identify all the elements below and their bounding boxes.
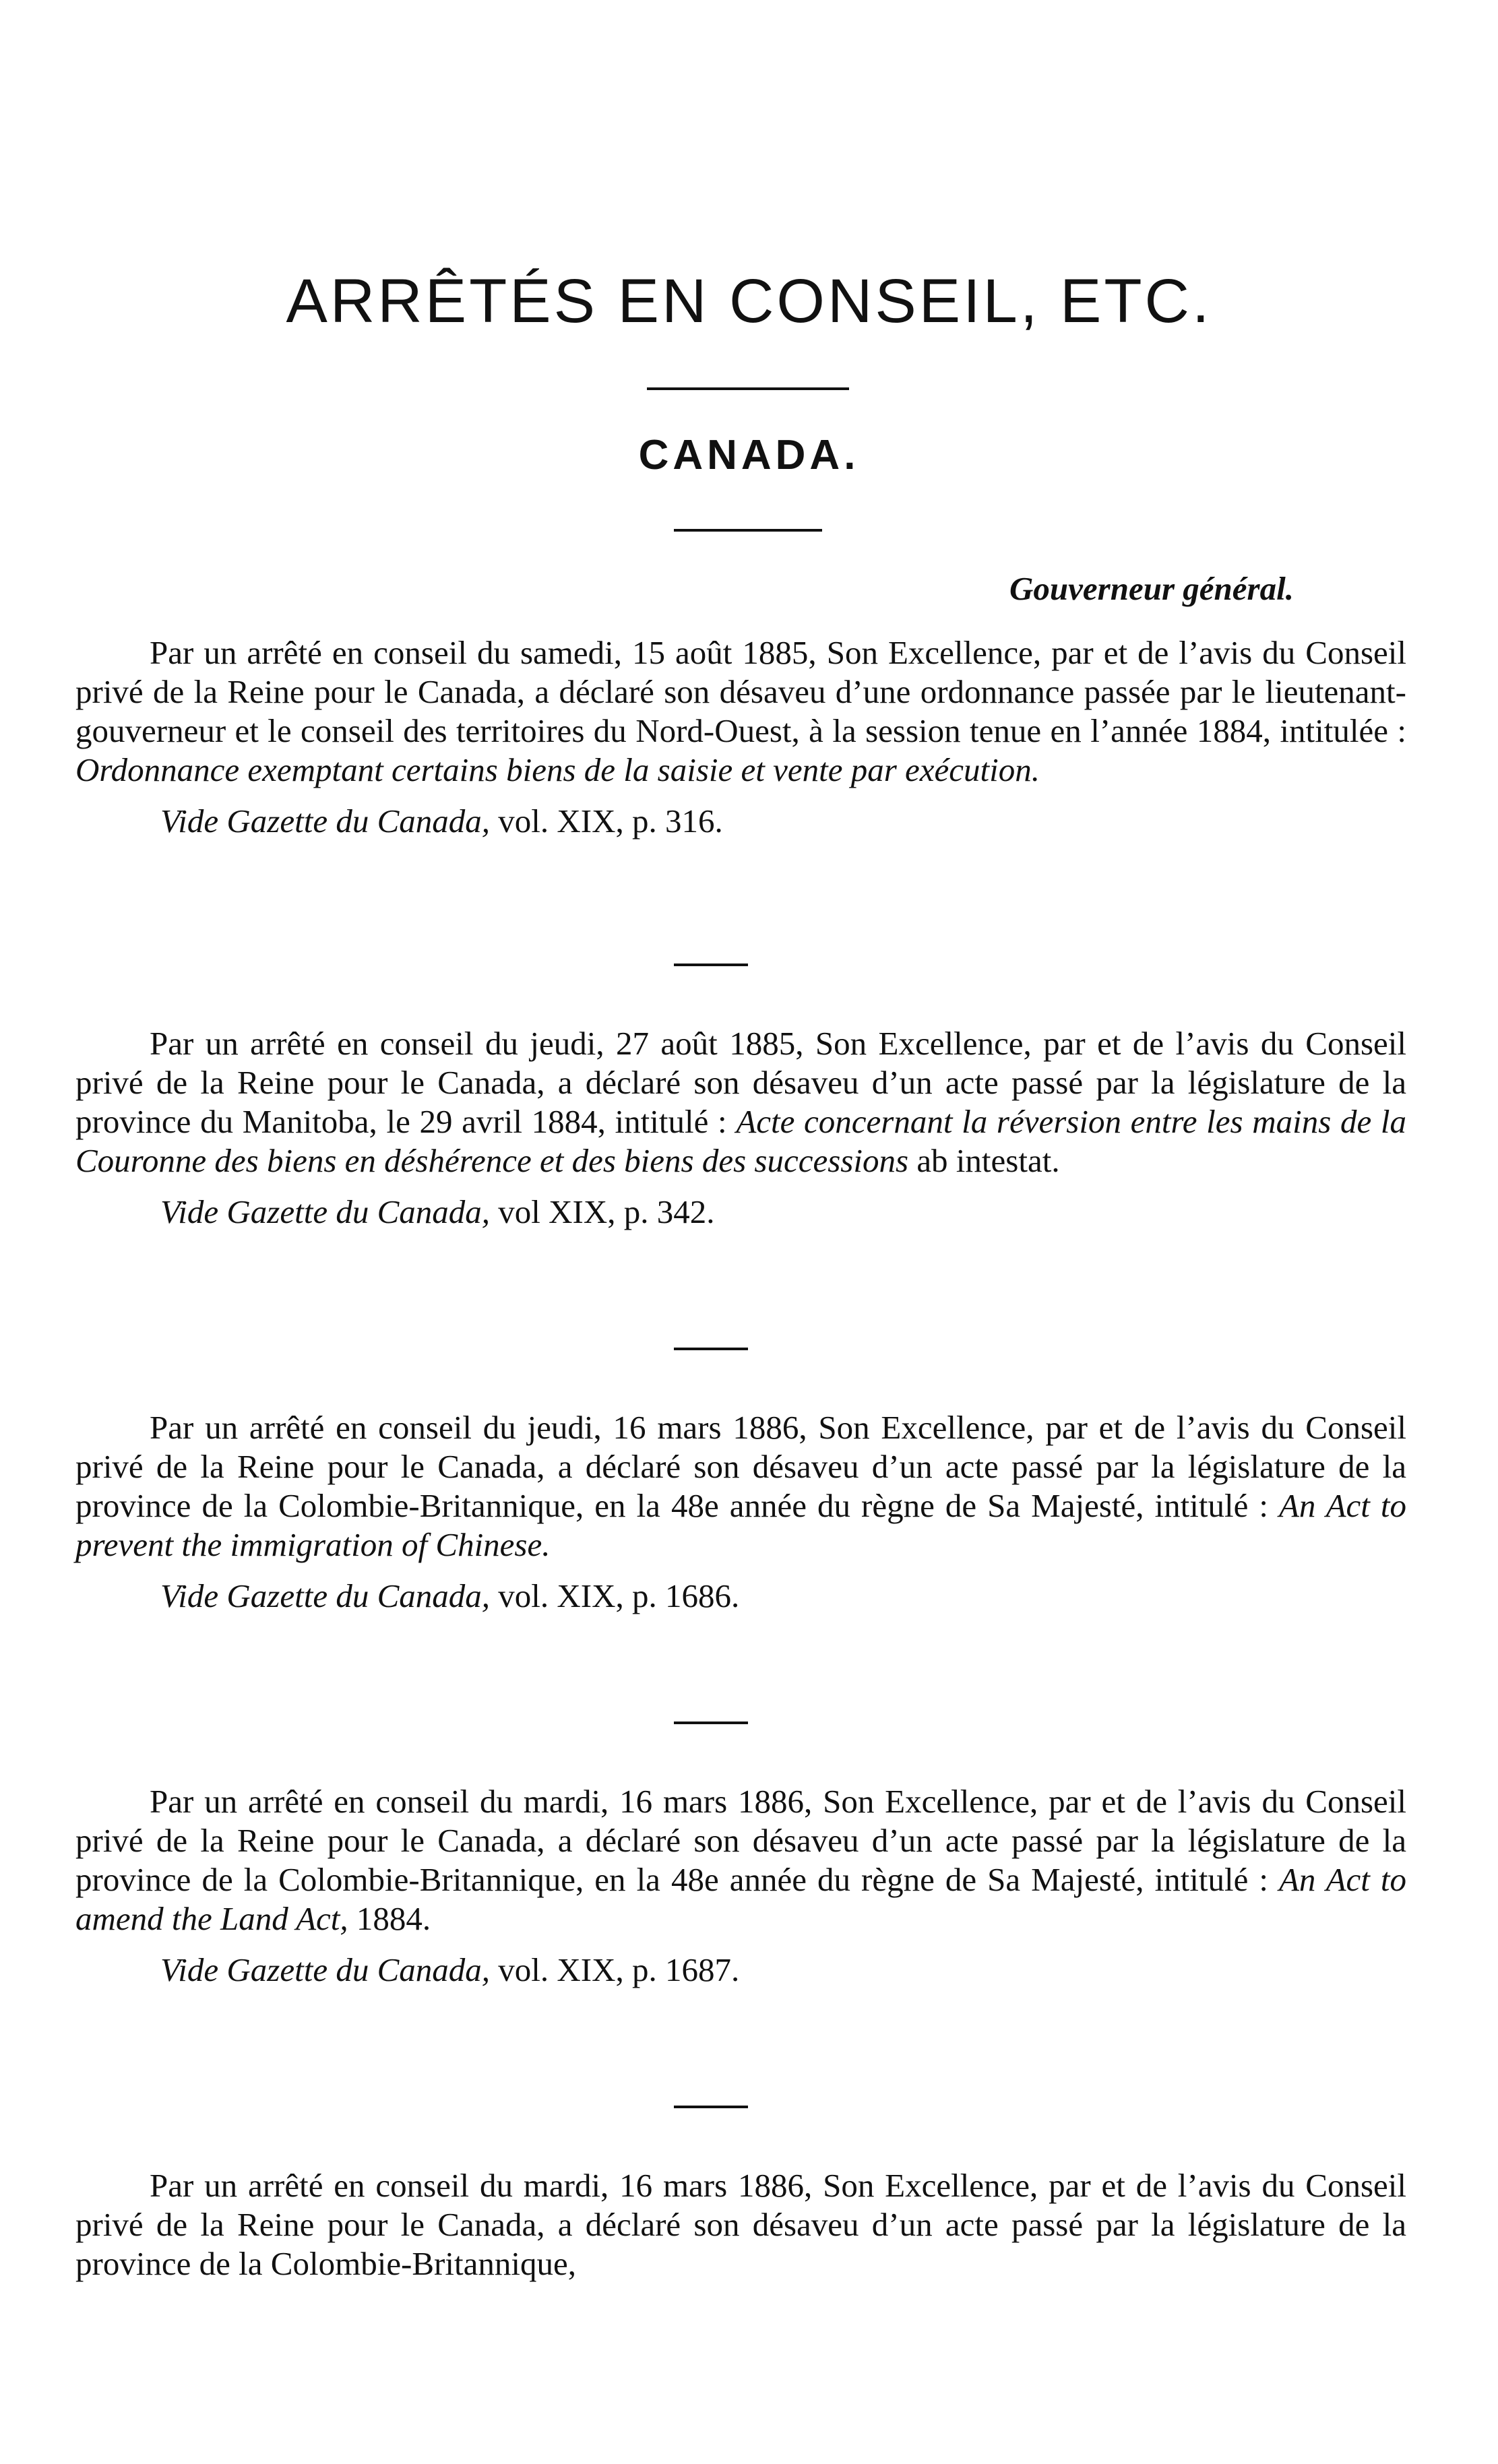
act-title: Acte concernant la réversion entre les mains de la Couronne des biens en déshérence et des biens des successions — [75, 1103, 1407, 1179]
entry-text: Par un arrêté en conseil du samedi, 15 août 1885, Son Excellence, par et de l’avis du Conseil privé de la Reine pour le Canada, a déclaré son désaveu d’une ordonnance passée par le lieutenant-gouverneur et le conseil des territoires du Nord-Ouest, à la session tenue en l’année 1884, intitulée : — [75, 634, 1406, 749]
entry-paragraph — [75, 1782, 1406, 1938]
gazette-reference — [75, 802, 1406, 841]
gazette-name: Vide Gazette du Canada, — [160, 802, 491, 840]
gazette-reference — [75, 1577, 1406, 1616]
section-separator — [674, 1721, 748, 1724]
entry-text: Par un arrêté en conseil du jeudi, 27 août 1885, Son Excellence, par et de l’avis du Conseil privé de la Reine pour le Canada, a déclaré son désaveu d’un acte passé par la législature de la province du Manitoba, le 29 avril 1884, intitulé : — [75, 1025, 1406, 1140]
entry-paragraph — [75, 1024, 1406, 1180]
gazette-volume: vol. XIX, p. 316. — [490, 802, 723, 840]
gazette-name: Vide Gazette du Canada, — [160, 1193, 491, 1230]
entry-paragraph — [75, 2166, 1406, 2283]
section-separator — [674, 1348, 748, 1350]
gazette-name: Vide Gazette du Canada, — [160, 1951, 491, 1988]
entry-paragraph — [75, 1408, 1406, 1565]
section-separator — [674, 964, 748, 966]
act-title: An Act to prevent the immigration of Chinese. — [75, 1487, 1406, 1563]
page-title: ARRÊTÉS EN CONSEIL, ETC. — [286, 267, 1212, 336]
order-entry — [75, 2166, 1406, 2283]
gazette-volume: vol. XIX, p. 1686. — [490, 1577, 740, 1614]
subtitle-rule — [674, 529, 822, 532]
entry-text: Par un arrêté en conseil du mardi, 16 mars 1886, Son Excellence, par et de l’avis du Conseil privé de la Reine pour le Canada, a déclaré son désaveu d’un acte passé par la législature de la province de la Colombie-Britannique, — [75, 2167, 1406, 2282]
act-title: An Act to amend the Land Act, — [75, 1861, 1406, 1937]
title-rule — [647, 387, 849, 390]
order-entry — [75, 1024, 1406, 1232]
gazette-volume: vol. XIX, p. 1687. — [490, 1951, 740, 1988]
section-separator — [674, 2106, 748, 2108]
gazette-name: Vide Gazette du Canada, — [160, 1577, 491, 1614]
gazette-reference — [75, 1951, 1406, 1990]
page-subtitle: CANADA. — [638, 432, 860, 478]
act-title: Ordonnance exemptant certains biens de la saisie et vente par exécution. — [75, 751, 1040, 788]
order-entry — [75, 1408, 1406, 1616]
order-entry — [75, 1782, 1406, 1990]
act-suffix: 1884. — [348, 1900, 431, 1937]
section-heading: Gouverneur général. — [1009, 570, 1294, 607]
entry-text: Par un arrêté en conseil du mardi, 16 mars 1886, Son Excellence, par et de l’avis du Conseil privé de la Reine pour le Canada, a déclaré son désaveu d’un acte passé par la législature de la province de la Colombie-Britannique, en la 48e année du règne de Sa Majesté, intitulé : — [75, 1783, 1406, 1898]
entry-text: Par un arrêté en conseil du jeudi, 16 mars 1886, Son Excellence, par et de l’avis du Conseil privé de la Reine pour le Canada, a déclaré son désaveu d’un acte passé par la législature de la province de la Colombie-Britannique, en la 48e année du règne de Sa Majesté, intitulé : — [75, 1409, 1406, 1524]
act-suffix: ab intestat. — [908, 1142, 1060, 1179]
entry-paragraph — [75, 633, 1406, 790]
gazette-volume: vol XIX, p. 342. — [490, 1193, 715, 1230]
gazette-reference — [75, 1193, 1406, 1232]
order-entry — [75, 633, 1406, 841]
